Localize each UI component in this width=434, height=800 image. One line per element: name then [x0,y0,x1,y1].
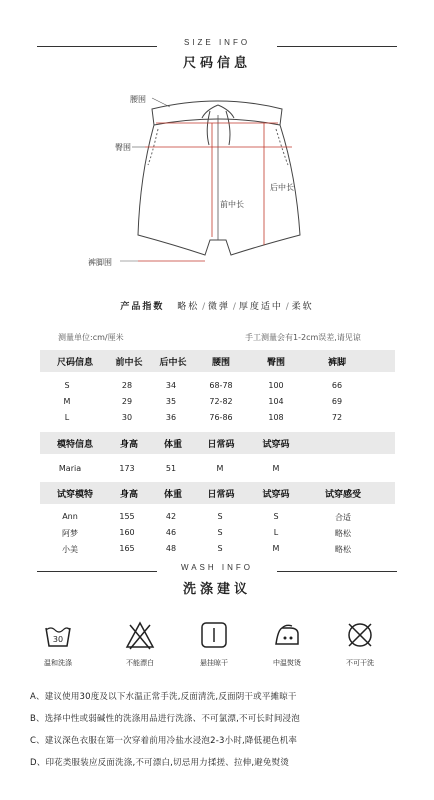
size-table-header: 腰围 [211,358,230,368]
size-cell: 29 [121,397,133,406]
care-label: 不能漂白 [126,659,154,667]
model-cell: 51 [165,464,177,473]
trial-cell: 略松 [335,545,351,554]
size-cell: 108 [268,413,284,422]
size-cell: 76-86 [209,413,233,422]
size-cell: S [64,381,70,390]
wash-instruction: B、选择中性或弱碱性的洗涤用品进行洗涤、不可氯漂,不可长时间浸泡 [30,714,300,724]
unit-note: 测量单位:cm/厘米 [58,333,124,342]
size-table-header: 前中长 [115,358,143,368]
error-note: 手工测量会有1-2cm误差,请见谅 [245,333,361,342]
size-info-cn-title: 尺码信息 [182,56,251,71]
size-cell: 69 [331,397,343,406]
trial-cell: 42 [165,512,177,521]
size-cell: M [63,397,71,406]
back-length-label: 后中长 [270,183,294,192]
care-label: 温和洗涤 [44,659,72,667]
size-cell: 35 [165,397,177,406]
trial-cell: S [217,512,223,521]
model-table-header: 模特信息 [56,440,93,450]
trial-cell: 小美 [62,545,78,554]
iron-medium-icon [272,620,302,650]
no-dry-clean-icon [345,620,375,650]
trial-cell: 160 [119,528,135,537]
size-table-header: 裤脚 [327,358,346,368]
front-length-label: 前中长 [220,200,244,209]
model-table-header: 日常码 [207,440,235,450]
trial-cell: M [272,544,280,553]
size-cell: 68-78 [209,381,233,390]
size-table-header: 尺码信息 [56,358,93,368]
care-label: 中温熨烫 [273,659,301,667]
waist-label: 腰围 [130,95,146,104]
trial-cell: 略松 [335,529,351,538]
size-cell: 100 [268,381,284,390]
trial-cell: L [273,528,279,537]
size-cell: 66 [331,381,343,390]
trial-cell: S [273,512,279,521]
trial-table-header: 试穿码 [262,490,290,500]
model-table-header: 试穿码 [262,440,290,450]
trial-cell: Ann [62,512,78,521]
wash-instruction: C、建议深色衣服在第一次穿着前用冷盐水浸泡2-3小时,降低褪色机率 [30,736,298,746]
product-index-item: 厚度适中 [238,302,283,312]
size-info-en-title: SIZE INFO [183,38,251,47]
trial-cell: S [217,544,223,553]
trial-cell: S [217,528,223,537]
size-cell: 30 [121,413,133,422]
size-table-header: 后中长 [159,358,187,368]
model-table-header: 身高 [119,440,138,450]
trial-table-header: 试穿模特 [56,490,93,500]
size-cell: L [64,413,70,422]
product-index: 产品指数 略松 / 微弹 / 厚度适中 / 柔软 [120,302,314,312]
model-table-header: 体重 [163,440,182,450]
product-index-item: 略松 [177,302,200,312]
wash-temp-text: 30 [52,635,64,644]
care-label: 不可干洗 [346,659,374,667]
care-label: 悬挂晾干 [200,659,228,667]
trial-table-header: 体重 [163,490,182,500]
size-cell: 28 [121,381,133,390]
model-cell: 173 [119,464,135,473]
wash-instruction: A、建议使用30度及以下水温正常手洗,反面清洗,反面阴干或平摊晾干 [30,692,297,702]
no-bleach-icon [125,620,155,650]
trial-table-header: 日常码 [207,490,235,500]
trial-cell: 合适 [335,513,351,522]
trial-cell: 阿梦 [62,529,78,538]
model-cell: M [272,464,280,473]
size-cell: 72-82 [209,397,233,406]
wash-info-en-title: WASH INFO [180,563,254,572]
size-cell: 104 [268,397,284,406]
trial-cell: 165 [119,544,135,553]
size-cell: 36 [165,413,177,422]
wash-30-icon [43,620,73,650]
size-table-header: 臀围 [266,358,285,368]
trial-cell: 46 [165,528,177,537]
wash-instruction: D、印花类服装应反面洗涤,不可漂白,切忌用力揉搓、拉伸,避免熨烫 [30,758,290,768]
product-index-item: 微弹 [208,302,231,312]
size-cell: 34 [165,381,177,390]
wash-info-cn-title: 洗涤建议 [182,582,251,597]
model-cell: Maria [58,464,82,473]
hip-label: 臀围 [115,143,131,152]
product-index-item: 柔软 [291,302,314,312]
model-cell: M [216,464,224,473]
trial-table-header: 试穿感受 [324,490,361,500]
trial-cell: 48 [165,544,177,553]
hang-dry-icon [199,620,229,650]
shorts-diagram [0,85,434,275]
size-cell: 72 [331,413,343,422]
leg-opening-label: 裤脚围 [88,258,112,267]
product-index-label: 产品指数 [120,302,165,312]
trial-cell: 155 [119,512,135,521]
trial-table-header: 身高 [119,490,138,500]
